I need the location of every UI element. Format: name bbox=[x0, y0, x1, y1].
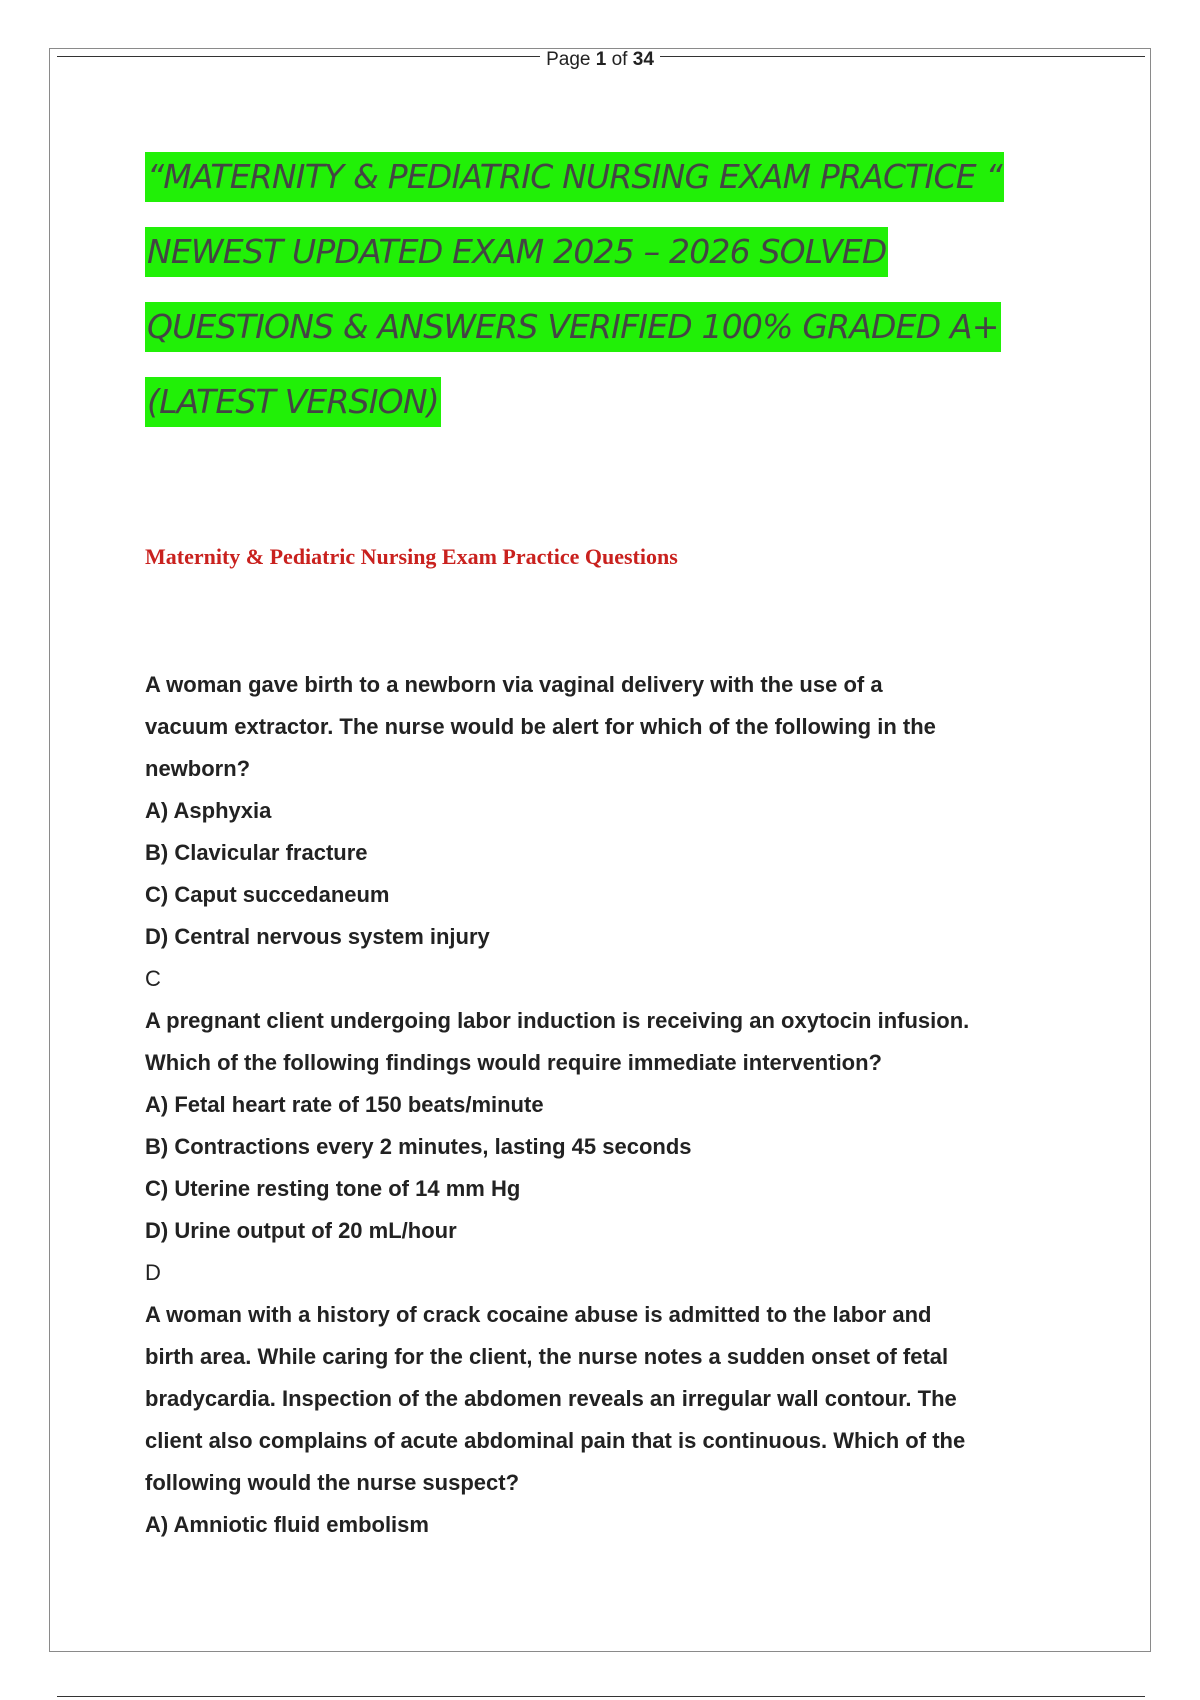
page-current: 1 bbox=[595, 49, 607, 70]
title-line: “MATERNITY & PEDIATRIC NURSING EXAM PRACTICE “ bbox=[145, 152, 1004, 202]
correct-answer: D bbox=[145, 1260, 161, 1285]
title-line: QUESTIONS & ANSWERS VERIFIED 100% GRADED A+ bbox=[145, 302, 1001, 352]
question-stem-line: A woman with a history of crack cocaine abuse is admitted to the labor and bbox=[145, 1302, 932, 1327]
answer-option: A) Amniotic fluid embolism bbox=[145, 1512, 429, 1537]
answer-option: C) Uterine resting tone of 14 mm Hg bbox=[145, 1176, 521, 1201]
question-stem-line: Which of the following findings would require immediate intervention? bbox=[145, 1050, 882, 1075]
section-heading: Maternity & Pediatric Nursing Exam Practice Questions bbox=[145, 544, 678, 569]
document-title bbox=[145, 152, 1065, 452]
question-stem-line: vacuum extractor. The nurse would be alert for which of the following in the bbox=[145, 714, 936, 739]
answer-option: B) Clavicular fracture bbox=[145, 840, 368, 865]
question-stem-line: A pregnant client undergoing labor induction is receiving an oxytocin infusion. bbox=[145, 1008, 970, 1033]
correct-answer: C bbox=[145, 966, 161, 991]
question-list bbox=[145, 664, 1085, 1546]
answer-option: A) Fetal heart rate of 150 beats/minute bbox=[145, 1092, 544, 1117]
question-stem-line: bradycardia. Inspection of the abdomen reveals an irregular wall contour. The bbox=[145, 1386, 957, 1411]
page-total: 34 bbox=[632, 49, 654, 70]
question-stem-line: client also complains of acute abdominal pain that is continuous. Which of the bbox=[145, 1428, 966, 1453]
title-line: (LATEST VERSION) bbox=[145, 377, 441, 427]
page-of-label: of bbox=[611, 49, 628, 70]
answer-option: C) Caput succedaneum bbox=[145, 882, 390, 907]
question-stem-line: birth area. While caring for the client, the nurse notes a sudden onset of fetal bbox=[145, 1344, 949, 1369]
question-stem-line: newborn? bbox=[145, 756, 251, 781]
answer-option: B) Contractions every 2 minutes, lasting 45 seconds bbox=[145, 1134, 692, 1159]
question-stem-line: A woman gave birth to a newborn via vaginal delivery with the use of a bbox=[145, 672, 883, 697]
answer-option: D) Central nervous system injury bbox=[145, 924, 490, 949]
answer-option: D) Urine output of 20 mL/hour bbox=[145, 1218, 457, 1243]
question-stem-line: following would the nurse suspect? bbox=[145, 1470, 520, 1495]
footer-rule bbox=[57, 1696, 1145, 1697]
page-label: Page bbox=[546, 49, 591, 70]
title-line: NEWEST UPDATED EXAM 2025 – 2026 SOLVED bbox=[145, 227, 888, 277]
page-number bbox=[0, 50, 1200, 69]
answer-option: A) Asphyxia bbox=[145, 798, 272, 823]
